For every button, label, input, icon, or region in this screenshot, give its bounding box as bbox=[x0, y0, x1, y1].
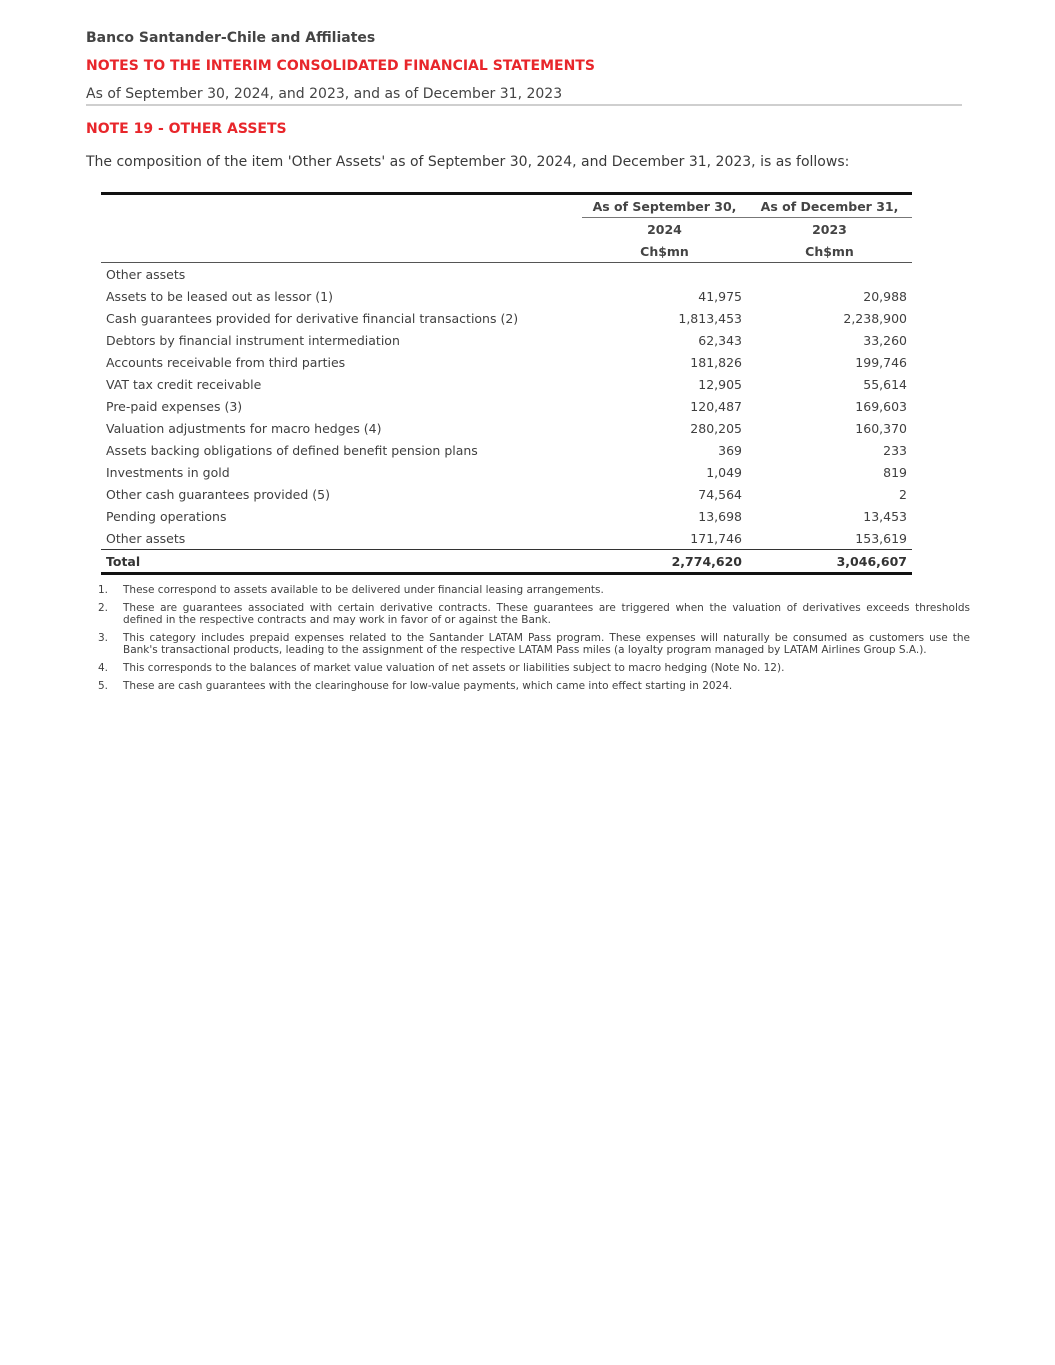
row-label: Cash guarantees provided for derivative financial transactions (2) bbox=[106, 310, 519, 326]
row-value-v2: 2,238,900 bbox=[843, 310, 907, 326]
footnote-text: These are cash guarantees with the clearinghouse for low-value payments, which came into effect starting in 2024. bbox=[123, 680, 733, 692]
footnote bbox=[98, 602, 970, 626]
row-label: Debtors by financial instrument intermediation bbox=[106, 332, 400, 348]
note-intro: The composition of the item 'Other Assets' as of September 30, 2024, and December 31, 2023, is as follows: bbox=[86, 154, 850, 170]
table-header-period bbox=[101, 194, 912, 218]
table-row bbox=[101, 329, 912, 351]
footnote-number: 4. bbox=[98, 662, 109, 674]
table-row bbox=[101, 285, 912, 307]
row-value-v1: 1,049 bbox=[706, 464, 742, 480]
row-label: Assets backing obligations of defined benefit pension plans bbox=[106, 442, 478, 458]
row-value-v2: 2 bbox=[899, 486, 907, 502]
row-label: Other cash guarantees provided (5) bbox=[106, 486, 330, 502]
col1-unit: Ch$mn bbox=[582, 240, 747, 263]
table-row bbox=[101, 483, 912, 505]
table-row bbox=[101, 373, 912, 395]
row-label: Valuation adjustments for macro hedges (4) bbox=[106, 420, 382, 436]
footnote bbox=[98, 632, 970, 656]
note-title: NOTE 19 - OTHER ASSETS bbox=[86, 121, 287, 137]
row-value-v2: 233 bbox=[883, 442, 907, 458]
other-assets-table bbox=[101, 192, 912, 575]
row-value-v1: 74,564 bbox=[698, 486, 742, 502]
table-row bbox=[101, 505, 912, 527]
row-value-v2: 55,614 bbox=[863, 376, 907, 392]
total-row bbox=[101, 550, 912, 574]
row-value-v1: 13,698 bbox=[698, 508, 742, 524]
row-value-v2: 819 bbox=[883, 464, 907, 480]
as-of-date: As of September 30, 2024, and 2023, and as of December 31, 2023 bbox=[86, 86, 563, 102]
footnote-text: This corresponds to the balances of market value valuation of net assets or liabilities subject to macro hedging (Note No. 12). bbox=[123, 662, 785, 674]
row-label: Investments in gold bbox=[106, 464, 230, 480]
footnote-number: 2. bbox=[98, 602, 109, 614]
table-row bbox=[101, 351, 912, 373]
row-value-v1: 280,205 bbox=[690, 420, 742, 436]
row-value-v2: 153,619 bbox=[855, 530, 907, 546]
row-label: Accounts receivable from third parties bbox=[106, 354, 346, 370]
row-label: Assets to be leased out as lessor (1) bbox=[106, 288, 333, 304]
table-row bbox=[101, 417, 912, 439]
footnote-number: 1. bbox=[98, 584, 109, 596]
footnote bbox=[98, 584, 970, 596]
notes-title: NOTES TO THE INTERIM CONSOLIDATED FINANCIAL STATEMENTS bbox=[86, 58, 595, 74]
row-value-v1: 12,905 bbox=[698, 376, 742, 392]
section-label: Other assets bbox=[106, 266, 186, 282]
row-value-v2: 33,260 bbox=[863, 332, 907, 348]
company-name: Banco Santander-Chile and Affiliates bbox=[86, 30, 376, 46]
footnote-text: This category includes prepaid expenses related to the Santander LATAM Pass program. These expenses will naturally be consumed as customers use the Bank's transactional products, leading to the assignment of the respective LATAM Pass miles (a loyalty program managed by LATAM Airlines Group S.A.). bbox=[123, 632, 970, 656]
row-value-v1: 171,746 bbox=[690, 530, 742, 546]
row-label: Other assets bbox=[106, 530, 186, 546]
row-value-v1: 369 bbox=[718, 442, 742, 458]
row-label: Pre-paid expenses (3) bbox=[106, 398, 243, 414]
footnote bbox=[98, 662, 970, 674]
row-value-v1: 62,343 bbox=[698, 332, 742, 348]
footnote-text: These correspond to assets available to be delivered under financial leasing arrangements. bbox=[123, 584, 604, 596]
row-value-v2: 169,603 bbox=[855, 398, 907, 414]
row-value-v2: 199,746 bbox=[855, 354, 907, 370]
total-v1: 2,774,620 bbox=[582, 550, 747, 574]
col2-period: As of December 31, bbox=[747, 194, 912, 218]
row-value-v1: 120,487 bbox=[690, 398, 742, 414]
total-label: Total bbox=[101, 550, 582, 574]
section-row bbox=[101, 263, 912, 286]
row-value-v1: 181,826 bbox=[690, 354, 742, 370]
col1-period: As of September 30, bbox=[582, 194, 747, 218]
header-divider bbox=[86, 104, 962, 106]
row-value-v2: 20,988 bbox=[863, 288, 907, 304]
col1-year: 2024 bbox=[647, 221, 682, 237]
row-label: VAT tax credit receivable bbox=[106, 376, 262, 392]
footnote-text: These are guarantees associated with certain derivative contracts. These guarantees are triggered when the valuation of derivatives exceeds thresholds defined in the respective contracts and may work in favor of or against the Bank. bbox=[123, 602, 970, 626]
footnotes bbox=[98, 584, 970, 698]
table-row bbox=[101, 395, 912, 417]
footnote bbox=[98, 680, 970, 692]
total-v2: 3,046,607 bbox=[747, 550, 912, 574]
table-header-year bbox=[101, 218, 912, 241]
col2-year: 2023 bbox=[812, 221, 847, 237]
row-label: Pending operations bbox=[106, 508, 227, 524]
row-value-v1: 41,975 bbox=[698, 288, 742, 304]
row-value-v2: 13,453 bbox=[863, 508, 907, 524]
table-row bbox=[101, 439, 912, 461]
col2-unit: Ch$mn bbox=[747, 240, 912, 263]
table-row bbox=[101, 461, 912, 483]
row-value-v2: 160,370 bbox=[855, 420, 907, 436]
table-header-unit bbox=[101, 240, 912, 263]
footnote-number: 3. bbox=[98, 632, 109, 644]
footnote-number: 5. bbox=[98, 680, 109, 692]
table-row bbox=[101, 307, 912, 329]
table-row bbox=[101, 527, 912, 550]
row-value-v1: 1,813,453 bbox=[678, 310, 742, 326]
